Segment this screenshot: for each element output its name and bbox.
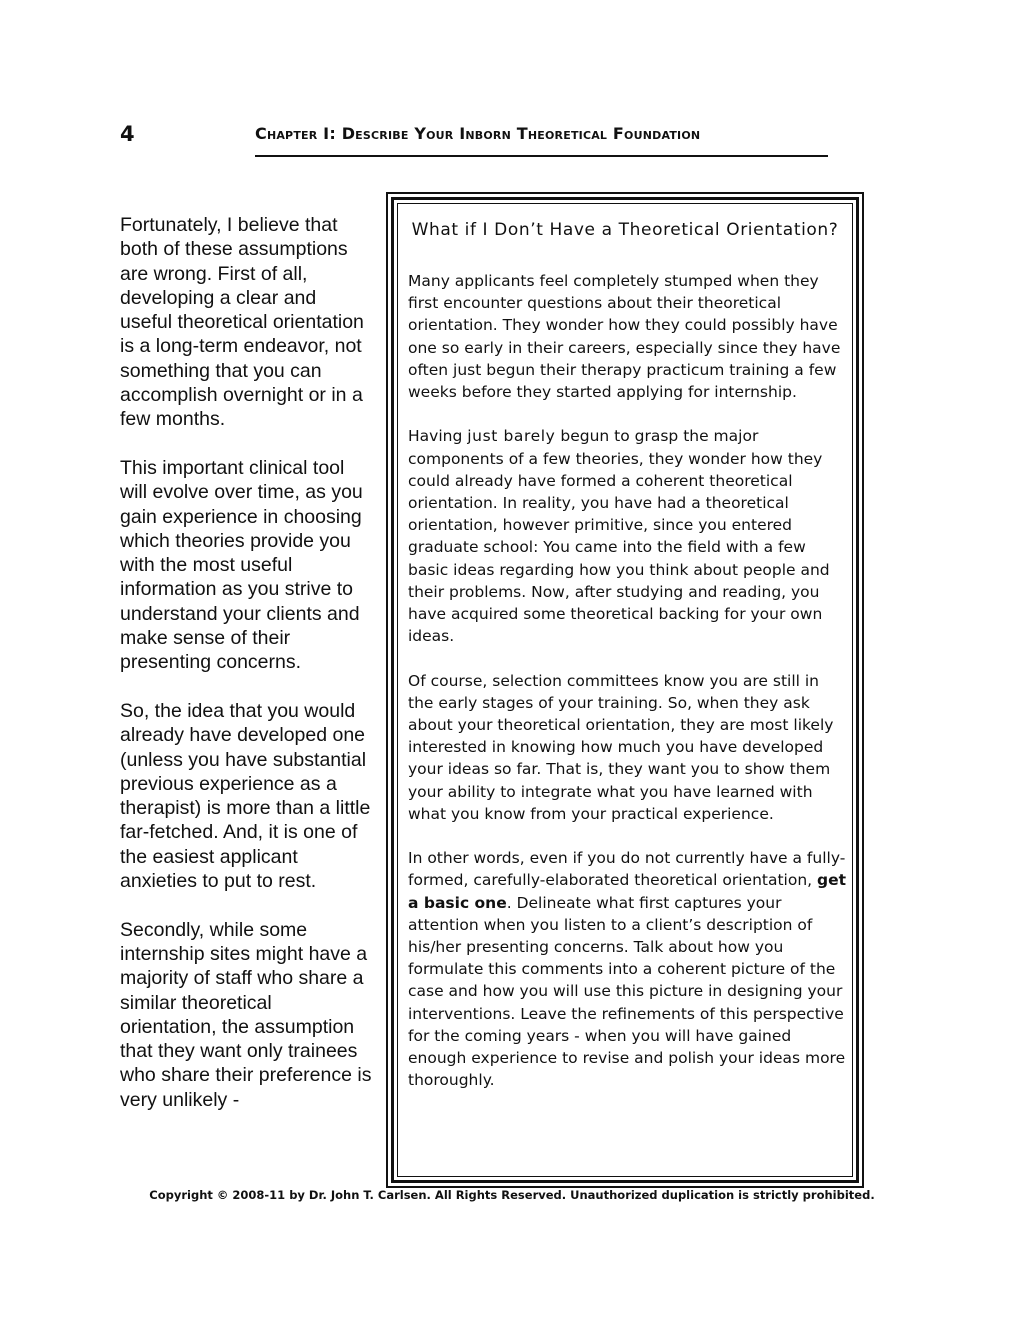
left-paragraph-4: Secondly, while some internship sites might have a majority of staff who share a similar theoretical orientation, the assumption that they want only trainees who share their preference is very unlikely - [120, 918, 372, 1111]
left-column [120, 213, 372, 1136]
sidebar-p2-rest: begun to grasp the major components of a few theories, they wonder how they could already have formed a coherent theoretical orientation. In reality, you have had a theoretical orientation, however primitive, since you entered graduate school: You came into the field with a few basic ideas regarding how you think about people and their problems. Now, after studying and reading, you have acquired some theoretical backing for your own ideas. [408, 427, 830, 646]
page-number: 4 [120, 122, 135, 146]
left-paragraph-1: Fortunately, I believe that both of these assumptions are wrong. First of all, developing a clear and useful theoretical orientation is a long-term endeavor, not something that you can accomplish overnight or in a few months. [120, 214, 364, 431]
sidebar-paragraph-2 [408, 425, 848, 647]
sidebar-p4-rest: . Delineate what first captures your attention when you listen to a client’s description of his/her presenting concerns. Talk about how you formulate this comments into a coherent picture of the case and how you will use this picture in designing your interventions. Leave the refinements of this perspective for the coming years - when you will have gained enough experience to revise and polish your ideas more thoroughly. [408, 893, 846, 1090]
sidebar-paragraph-1: Many applicants feel completely stumped when they first encounter questions about their theoretical orientation. They wonder how they could possibly have one so early in their careers, especially since they have often just begun their therapy practicum training a few weeks before they started applying for internship. [408, 272, 841, 402]
sidebar-p2-emphasis: just barely [467, 427, 556, 446]
sidebar-p4-start: In other words, even if you do not currently have a fully-formed, carefully-elaborated theoretical orientation, [408, 849, 846, 890]
left-paragraph-3: So, the idea that you would already have developed one (unless you have substantial previous experience as a therapist) is more than a little far-fetched. And, it is one of the easiest applicant anxieties to put to rest. [120, 699, 371, 893]
chapter-title: Chapter I: Describe Your Inborn Theoretical Foundation [255, 124, 701, 143]
sidebar-body [408, 270, 848, 1114]
copyright-footer: Copyright © 2008-11 by Dr. John T. Carlsen. All Rights Reserved. Unauthorized duplication is strictly prohibited. [149, 1188, 875, 1202]
sidebar-p4-bold: get a basic one [408, 871, 847, 912]
header-rule [255, 155, 828, 157]
left-paragraph-2: This important clinical tool will evolve over time, as you gain experience in choosing which theories provide you with the most useful information as you strive to understand your clients and make sense of their presenting concerns. [120, 456, 363, 674]
sidebar-p2-start: Having [408, 427, 468, 446]
sidebar-paragraph-4 [408, 847, 848, 1091]
sidebar-title: What if I Don’t Have a Theoretical Orientation? [411, 220, 839, 240]
sidebar-paragraph-3: Of course, selection committees know you are still in the early stages of your training. So, when they ask about your theoretical orientation, they are most likely interested in knowing how much you have developed your ideas so far. That is, they want you to show them your ability to integrate what you have learned with what you know from your practical experience. [408, 671, 834, 823]
